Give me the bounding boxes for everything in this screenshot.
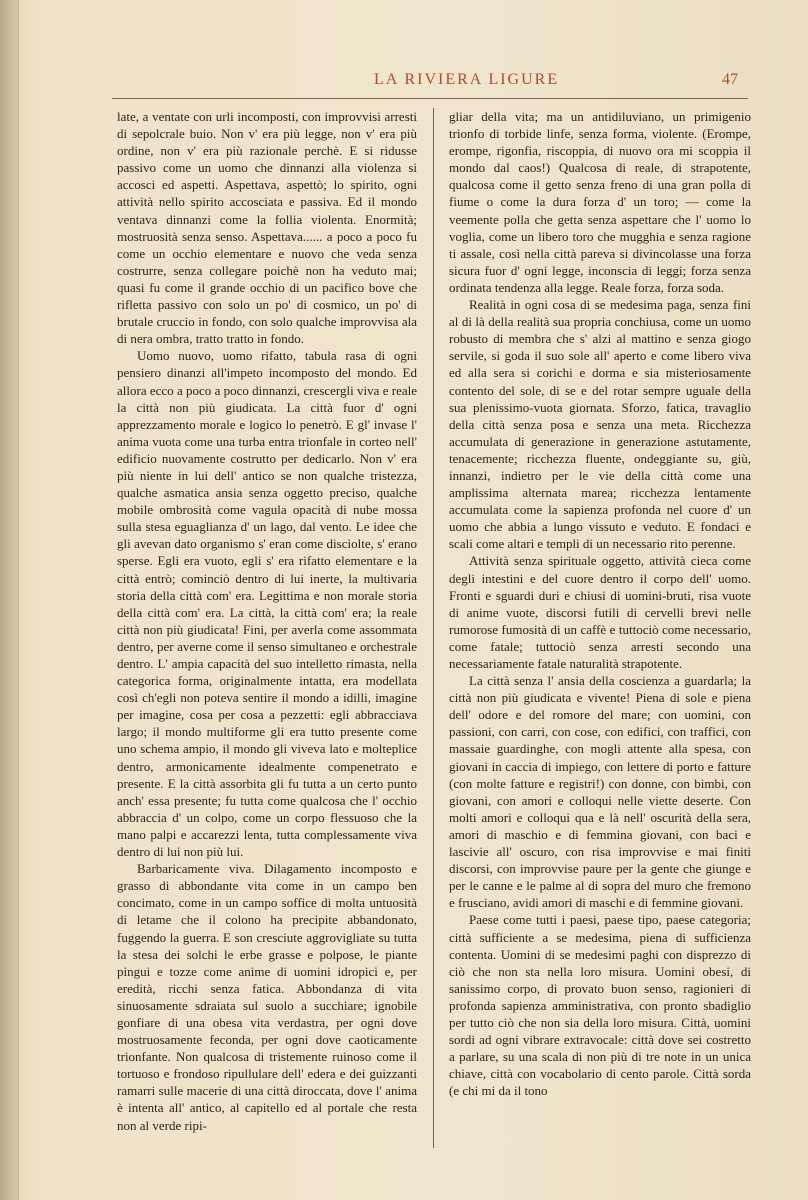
paragraph: Attività senza spirituale oggetto, attività cieca come degli intestini e del cuore dentro il corpo dell' uomo. Fronti e sguardi duri e chiusi di uomini-bruti, risa vuote di anime vuote, discorsi futili di cervelli brevi nelle rumorose fumosità di un caffè e tuttociò come necessario, come fatale; tuttociò senza arresti secondo una necessariamente fatale naturalità strapotente. [449,553,751,671]
paragraph: La città senza l' ansia della coscienza a guardarla; la città non più giudicata e vivente! Piena di sole e piena dell' odore e del romore del mare; con uomini, con passioni, con carri, con cose, con edifici, con traffici, con massaie guardinghe, con mogli attente alla spesa, con giovani in caccia di impiego, con lettere di porto e fatture (con molte fatture e registri!) con donne, con bimbi, con giovani, con amori e colloqui nelle viette deserte. Con molti amori e colloqui qua e là nell' oscurità della sera, amori di maschio e di femmina giovani, con baci e lascivie all' oscuro, con risa improvvise e mai finiti discorsi, con improvvise paure per la gente che giunge e per le canne e le palme al di sopra del muro che fremono e frusciano, avidi amori di maschi e di femmine giovani. [449,673,751,911]
right-column [449,108,751,1150]
header-rule [112,98,748,99]
left-column [117,108,417,1150]
page-number: 47 [722,71,738,88]
paragraph: late, a ventate con urli incomposti, con improvvisi arresti di sepolcrale buio. Non v' era più legge, non v' era più ordine, non v' era più razionale perchè. E si ridusse passivo come un uomo che dinnanzi alla violenza si accosci ed aspetti. Aspettava, aspettò; lo spirito, ogni attività nello spirito accosciata e passiva. Ed il mondo ventava dinnanzi come la follia violenta. Enormità; mostruosità senza senso. Aspettava...... a poco a poco fu come un occhio elementare e nuovo che veda senza costrurre, senza collegare poichè non ha veduto mai; quasi fu come il grande occhio di un pacifico bove che rifletta passivo con solo un po' di cosmico, un po' di brutale cruccio in fondo, con solo qualche improvvisa ala di nera ombra, tratto tratto in fondo. [117,109,417,347]
paragraph: Paese come tutti i paesi, paese tipo, paese categoria; città sufficiente a se medesima, piena di sufficienza contenta. Uomini di se medesimi paghi con disprezzo di ciò che non sta nella loro misura. Uomini obesi, di sanissimo corpo, di provato buon senso, ragionieri di profonda sapienza amministrativa, con pronto sbadiglio per tutto ciò che non sia della loro misura. Città, uomini sordi ad ogni vibrare extravocale: città dove sei costretto a parlare, su una scala di non più di tre note in un unica chiave, città con vocabolario di cento parole. Città sorda (e chi mi da il tono [449,912,751,1099]
paragraph: Uomo nuovo, uomo rifatto, tabula rasa di ogni pensiero dinanzi all'impeto incomposto del mondo. Ed allora ecco a poco a poco dinnanzi, crescergli viva e reale la città non più giudicata. La città fuor d' ogni apprezzamento morale e logico lo penetrò. E gl' invase l' anima vuota come una turba entra trionfale in corteo nell' edificio nuovamente costrutto per dedicarlo. Non v' era più niente in lui dell' antico se non qualche tristezza, qualche asmatica ansia senza oggetto preciso, qualche mobile ombrosità come vagula opacità di nube mossa sulla stesa eguaglianza d' un lago, dal vento. Le idee che gli avevan dato organismo s' eran come disciolte, s' erano sperse. Egli era vuoto, egli s' era rifatto elementare e la città entrò; cominciò dentro di lui inerte, la multivaria storia della città com' era. Legittima e non morale storia della città com' era. La città, la città com' era; la reale città non più giudicata! Fini, per averla come assommata dentro, per averne come il senso simultaneo e orchestrale dentro. L' ampia capacità del suo intelletto rimasta, nella categorica forma, originalmente intatta, era modellata così ch'egli non poteva sentire il mondo a idilli, imagine per imagine, cosa per cosa a pezzetti: egli abbracciava largo; il mondo multiforme gli era tutto presente come uno schema ampio, il mondo gli viveva lato e molteplice dentro, armonicamente idealmente compenetrato e presente. E la città assorbita gli fu tutta a un certo punto anch' essa presente; fu tutta come qualcosa che l' occhio abbraccia d' un colpo, come un corpo flessuoso che la mano palpi e accarezzi lenta, tutta complessamente viva dentro di lui non più lui. [117,348,417,860]
paragraph: Barbaricamente viva. Dilagamento incomposto e grasso di abbondante vita come in un campo ben concimato, come in un campo soffice di molta untuosità di letame che il colono ha precipite abbandonato, fuggendo la guerra. E son cresciute aggrovigliate su tutta la stesa dei solchi le erbe grasse e polpose, le piante pingui e tozze come anime di uomini idropici e, per eredità, ricchi senza fatica. Abbondanza di vita sinuosamente sdraiata sul suolo a succhiare; ignobile gonfiare di una obesa vita verdastra, per ogni dove mostruosamente feconda, per ogni dove caoticamente trionfante. Non qualcosa di tristemente ruinoso come il tortuoso e frondoso ripullulare dell' edera e dei guizzanti ramarri sulle macerie di una città diroccata, dove l' anima è intenta all' antico, al capitello ed al portale che resta non al verde ripi- [117,861,417,1133]
page-binding-edge [0,0,19,1200]
running-header-title: LA RIVIERA LIGURE [374,71,560,88]
column-divider [433,108,434,1148]
paragraph: gliar della vita; ma un antidiluviano, un primigenio trionfo di torbide linfe, senza forma, violente. (Erompe, erompe, rigonfia, riscoppia, di nuovo ora mi scoppia il mondo dal caos!) Qualcosa di reale, di strapotente, qualcosa come il getto senza freno di una gran polla di fiume o come la dura forza d' un toro; — come la veemente polla che getta senza aspettare che l' uomo lo voglia, come un libero toro che mugghia e senza ragione ti assale, così nella città pareva si divincolasse una forza sicura fuor d' ogni legge, inconscia di leggi; forza senza ordinata tendenza alla legge. Reale forza, forza soda. [449,109,751,295]
paragraph: Realità in ogni cosa di se medesima paga, senza fini al di là della realità sua propria conchiusa, come un uomo robusto di membra che s' alzi al mattino e senza giogo servile, si goda il suo sole all' aperto e come libero viva ed alla sera si corichi e dorma e sia misteriosamente contento del sole, di se e del rotar sempre uguale della sua plenissimo-vuota giornata. Sforzo, fatica, travaglio della città senza posa e senza una meta. Ricchezza accumulata di generazione in generazione astutamente, tenacemente; ricchezza fluente, ondeggiante su, giù, innanzi, indietro per le vie della città come una amplissima alternata marea; ricchezza lentamente accumulata come la sapienza profonda nel cuore d' un uomo che abbia a lungo vissuto e veduto. E fondaci e scali come altari e templi di un necessario rito perenne. [449,297,751,552]
